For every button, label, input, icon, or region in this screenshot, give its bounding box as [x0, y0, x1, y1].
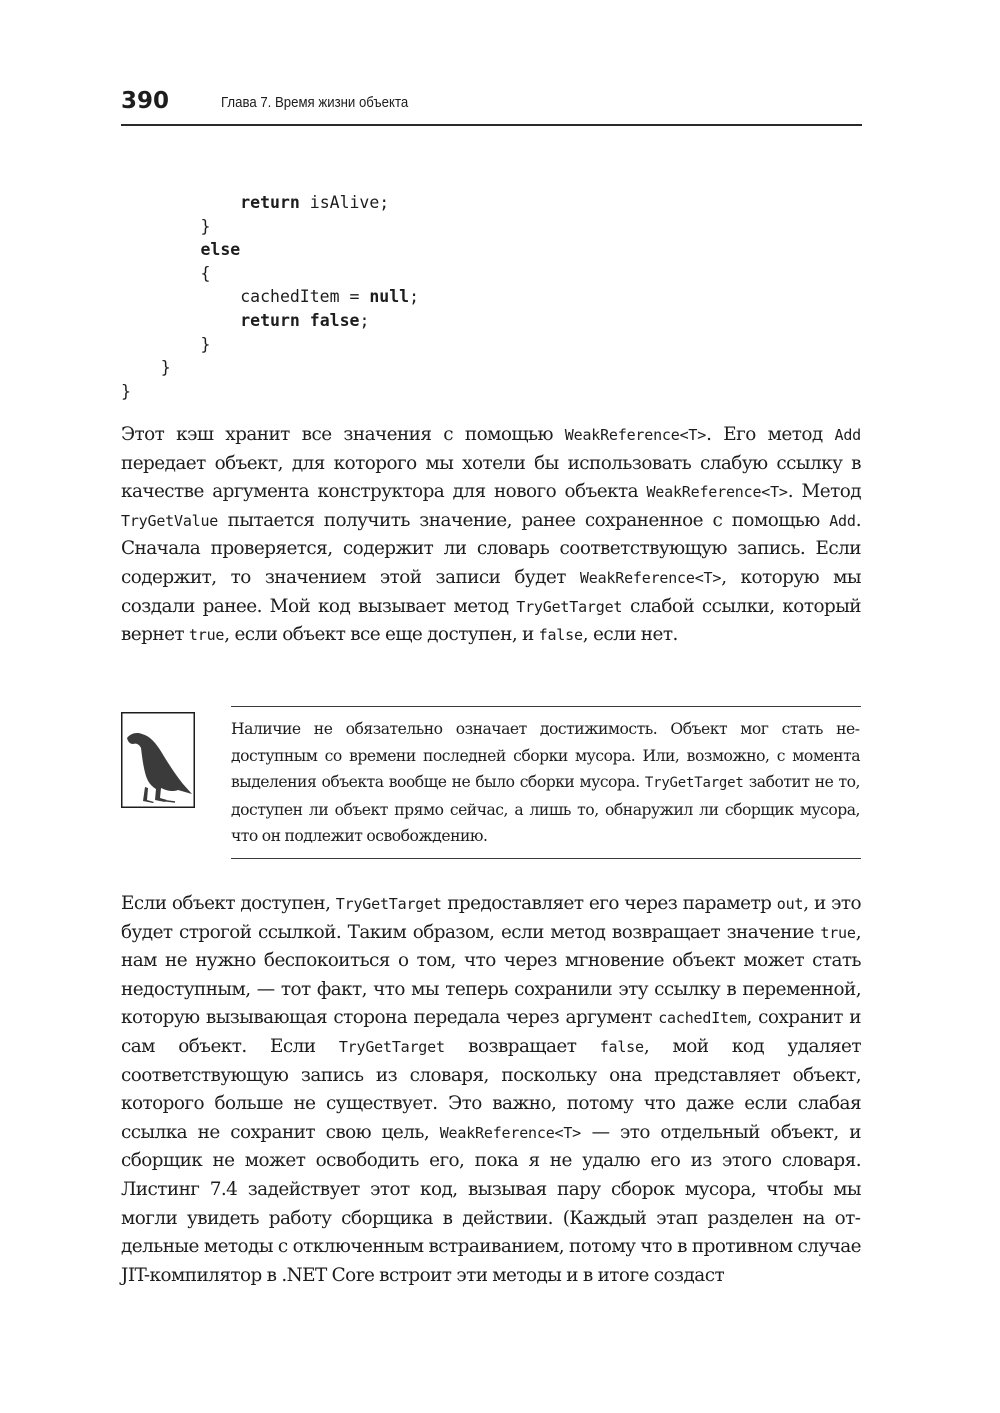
code-keyword: null [369, 287, 410, 307]
text-run: заботит не то, доступен ли объект прямо сейчас, а лишь то, обнаружил ли сборщик мусора, что он подлежит освобождению. [231, 773, 860, 845]
code-token: cachedItem = [121, 287, 370, 307]
text-run: . Сначала проверяется, содержит ли словарь соответствующую запись. Если содержит, то значением этой записи будет [121, 509, 861, 588]
code-keyword: return [240, 193, 300, 212]
code-keyword: return [240, 310, 300, 330]
code-token [121, 193, 240, 212]
code-token: ; [409, 287, 420, 307]
inline-code: TryGetTarget [335, 895, 442, 913]
text-run: Если объект доступен, [121, 893, 336, 914]
inline-code: out [776, 895, 804, 913]
code-token: ; [359, 310, 370, 330]
crow-icon [121, 712, 195, 808]
inline-code: WeakReference<T> [439, 1123, 582, 1142]
note-text [231, 716, 860, 850]
inline-code: WeakReference<T> [564, 426, 707, 444]
inline-code: TryGetTarget [338, 1037, 445, 1056]
code-token: } [121, 381, 131, 401]
code-keyword: false [309, 310, 360, 330]
text-run: , сохранит и сам объект. Если [121, 1007, 861, 1057]
note-top-rule [231, 706, 861, 707]
body-paragraph-1 [121, 421, 861, 650]
text-run: . Его метод [706, 424, 835, 445]
code-token [300, 311, 310, 330]
inline-code: Add [829, 511, 856, 530]
inline-code: WeakReference<T> [579, 568, 722, 587]
inline-code: true [188, 626, 225, 645]
code-token: } [121, 216, 211, 236]
note-bottom-rule [231, 858, 861, 859]
text-run: передает объект, для которого мы хотели бы использовать слабую ссылку в качестве аргумента конструктора для нового объекта [121, 452, 861, 503]
text-run: слабой ссылки, который вернет [121, 595, 861, 646]
code-token: isAlive; [299, 193, 390, 212]
text-run: пытается получить значение, ранее сохраненное с помощью [218, 509, 830, 531]
code-keyword: else [200, 240, 241, 260]
text-run: . Метод [787, 481, 861, 503]
code-token: { [121, 263, 211, 283]
inline-code: Add [834, 426, 861, 444]
page-number: 390 [121, 88, 170, 114]
inline-code: WeakReference<T> [646, 483, 788, 502]
chapter-title: Глава 7. Время жизни объекта [221, 94, 409, 111]
text-run: , и это будет строгой ссылкой. Таким образом, если метод возвращает значение [121, 893, 861, 943]
text-run: предоставляет его через параметр [441, 893, 777, 914]
text-run: , если объект все еще доступен, и [224, 624, 539, 646]
text-run: Этот кэш хранит все значения с помощью [121, 424, 565, 445]
inline-code: cachedItem [658, 1009, 747, 1028]
inline-code: true [820, 923, 856, 942]
running-header [121, 84, 862, 126]
text-run: Наличие не обязательно означает достижимость. Объект мог стать недоступным со времени последней сборки мусора. Или, возможно, с момента выделения объекта вообще не было сборки мусора. [231, 720, 860, 791]
text-run: , если нет. [582, 624, 678, 646]
text-run: — это отдельный объект, и сборщик не может освободить его, пока я не удалю его из этого словаря. Листинг 7.4 задействует этот код, вызывая пару сборок мусора, чтобы мы могли увидеть работу сборщика в действии. (Каждый этап разделен на отдельные методы с отключенным встраиванием, потому что в противном случае JIT-компилятор в .NET Core встроит эти методы и в итоге создаст [121, 1121, 861, 1286]
text-run: , нам не нужно беспокоиться о том, что через мгновение объект может стать недоступным, — тот факт, что мы теперь сохранили эту ссылку в переменной, которую вызывающая сторона передала через аргумент [121, 921, 861, 1029]
code-token [121, 240, 200, 259]
text-run: возвращает [444, 1035, 600, 1057]
inline-code: TryGetValue [121, 511, 219, 530]
inline-code: TryGetTarget [644, 775, 744, 791]
code-token: } [121, 334, 211, 354]
body-paragraph-2 [121, 890, 861, 1290]
inline-code: TryGetTarget [516, 597, 623, 616]
code-token [121, 311, 240, 330]
code-token: } [121, 358, 171, 378]
text-run: , мой код удаляет соответствующую запись из словаря, поскольку она представляет объект, которого больше не существует. Это важно, потому что даже если слабая ссылка не сохранит свою цель, [121, 1035, 862, 1143]
inline-code: false [538, 626, 583, 645]
text-run: , которую мы создали ранее. Мой код вызывает метод [121, 566, 862, 617]
code-listing [121, 191, 419, 403]
inline-code: false [599, 1037, 644, 1056]
